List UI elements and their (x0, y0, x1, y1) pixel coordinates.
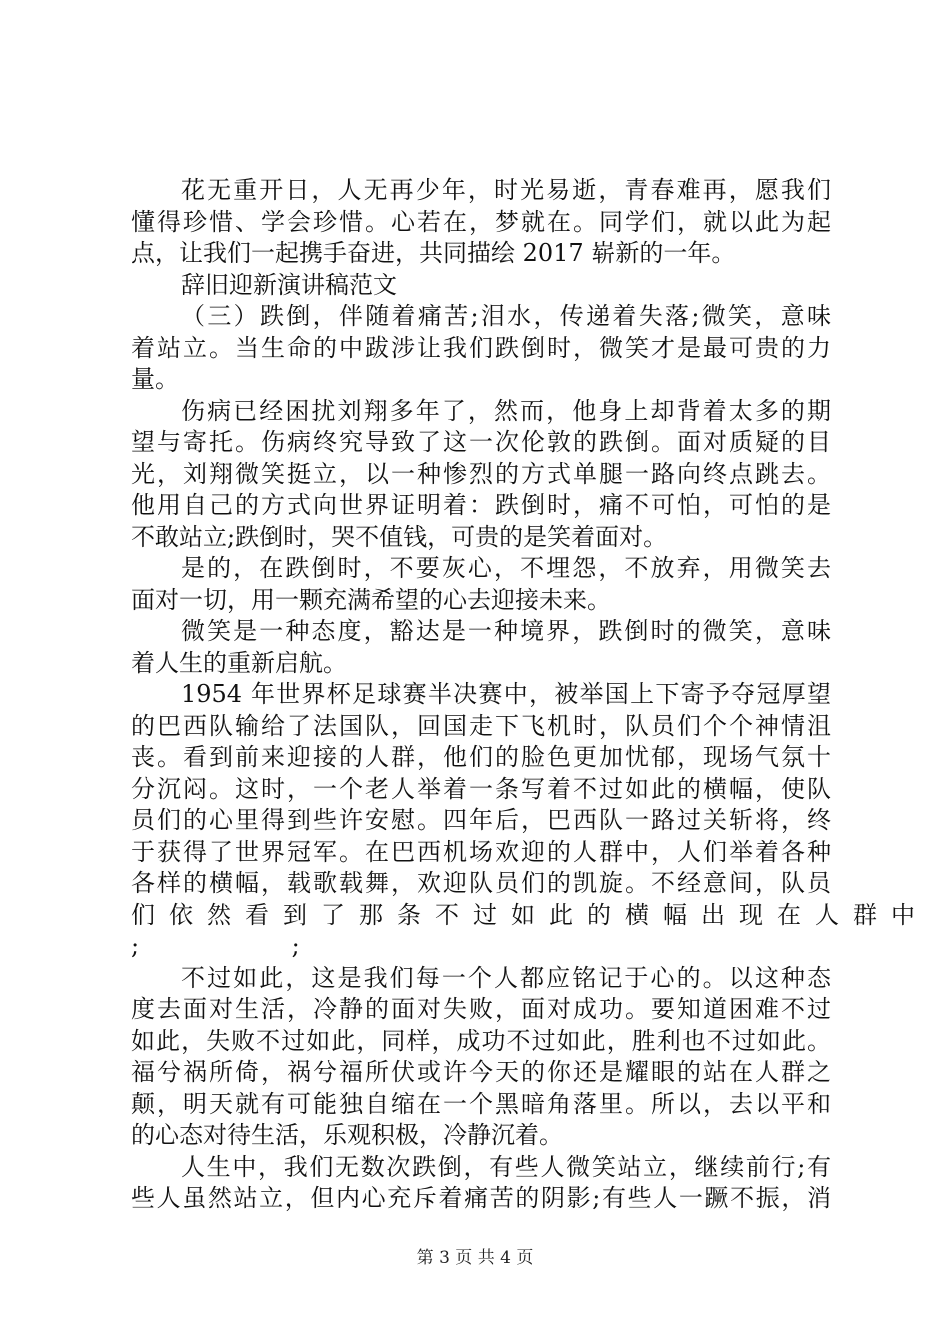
text-line: 面对一切，用一颗充满希望的心去迎接未来。 (131, 585, 611, 614)
text-line: （三）跌倒，伴随着痛苦;泪水，传递着失落;微笑，意味 (181, 302, 831, 330)
text-line: 颠，明天就有可能独自缩在一个黑暗角落里。所以，去以平和 (131, 1089, 831, 1118)
text-line: 1954 年世界杯足球赛半决赛中，被举国上下寄予夺冠厚望 (181, 680, 831, 708)
text-line: 懂得珍惜、学会珍惜。心若在，梦就在。同学们，就以此为起 (131, 207, 831, 236)
text-line: ; ; (131, 932, 300, 960)
text-line: 着人生的重新启航。 (131, 648, 347, 677)
text-line: 们依然看到了那条不过如此的横幅出现在人群中 (131, 900, 929, 929)
paragraph (131, 301, 831, 396)
text-line: 员们的心里得到些许安慰。四年后，巴西队一路过关斩将，终 (131, 806, 831, 834)
text-line: 微笑是一种态度，豁达是一种境界，跌倒时的微笑，意味 (181, 617, 831, 645)
paragraph (131, 396, 831, 554)
paragraph (131, 1152, 831, 1215)
text-line: 如此，失败不过如此，同样，成功不过如此，胜利也不过如此。 (131, 1026, 831, 1055)
text-line: 些人虽然站立，但内心充斥着痛苦的阴影;有些人一蹶不振，消 (131, 1184, 831, 1212)
text-line: 的巴西队输给了法国队，回国走下飞机时，队员们个个神情沮 (131, 711, 831, 740)
text-line: 望与寄托。伤病终究导致了这一次伦敦的跌倒。面对质疑的目 (131, 428, 831, 456)
text-line: 不敢站立;跌倒时，哭不值钱，可贵的是笑着面对。 (131, 522, 668, 551)
text-line: 伤病已经困扰刘翔多年了，然而，他身上却背着太多的期 (181, 396, 831, 425)
page-number-footer: 第 3 页 共 4 页 (416, 1248, 534, 1268)
text-line: 点，让我们一起携手奋进，共同描绘 2017 崭新的一年。 (131, 239, 736, 267)
text-line: 光，刘翔微笑挺立，以一种惨烈的方式单腿一路向终点跳去。 (131, 459, 831, 488)
paragraph (131, 616, 831, 679)
text-line: 的心态对待生活，乐观积极，冷静沉着。 (131, 1121, 563, 1149)
section-heading (131, 270, 831, 302)
document-body (131, 175, 929, 1215)
paragraph (131, 175, 831, 270)
text-line: 他用自己的方式向世界证明着：跌倒时，痛不可怕，可怕的是 (131, 491, 831, 519)
paragraph (131, 963, 831, 1152)
text-line: 花无重开日，人无再少年，时光易逝，青春难再，愿我们 (181, 176, 831, 204)
text-line: 丧。看到前来迎接的人群，他们的脸色更加忧郁，现场气氛十 (131, 743, 831, 771)
text-line: 度去面对生活，冷静的面对失败，面对成功。要知道困难不过 (131, 995, 831, 1023)
text-line: 辞旧迎新演讲稿范文 (181, 270, 397, 299)
text-line: 是的，在跌倒时，不要灰心，不埋怨，不放弃，用微笑去 (181, 554, 831, 582)
text-line: 量。 (131, 365, 179, 393)
text-line: 着站立。当生命的中跋涉让我们跌倒时，微笑才是最可贵的力 (131, 333, 831, 362)
paragraph (131, 679, 929, 963)
text-line: 分沉闷。这时，一个老人举着一条写着不过如此的横幅，使队 (131, 774, 831, 803)
text-line: 于获得了世界冠军。在巴西机场欢迎的人群中，人们举着各种 (131, 837, 831, 866)
paragraph (131, 553, 831, 616)
text-line: 不过如此，这是我们每一个人都应铭记于心的。以这种态 (181, 963, 831, 992)
text-line: 各样的横幅，载歌载舞，欢迎队员们的凯旋。不经意间，队员 (131, 869, 831, 897)
text-line: 福兮祸所倚，祸兮福所伏或许今天的你还是耀眼的站在人群之 (131, 1058, 831, 1086)
text-line: 人生中，我们无数次跌倒，有些人微笑站立，继续前行;有 (181, 1152, 831, 1181)
